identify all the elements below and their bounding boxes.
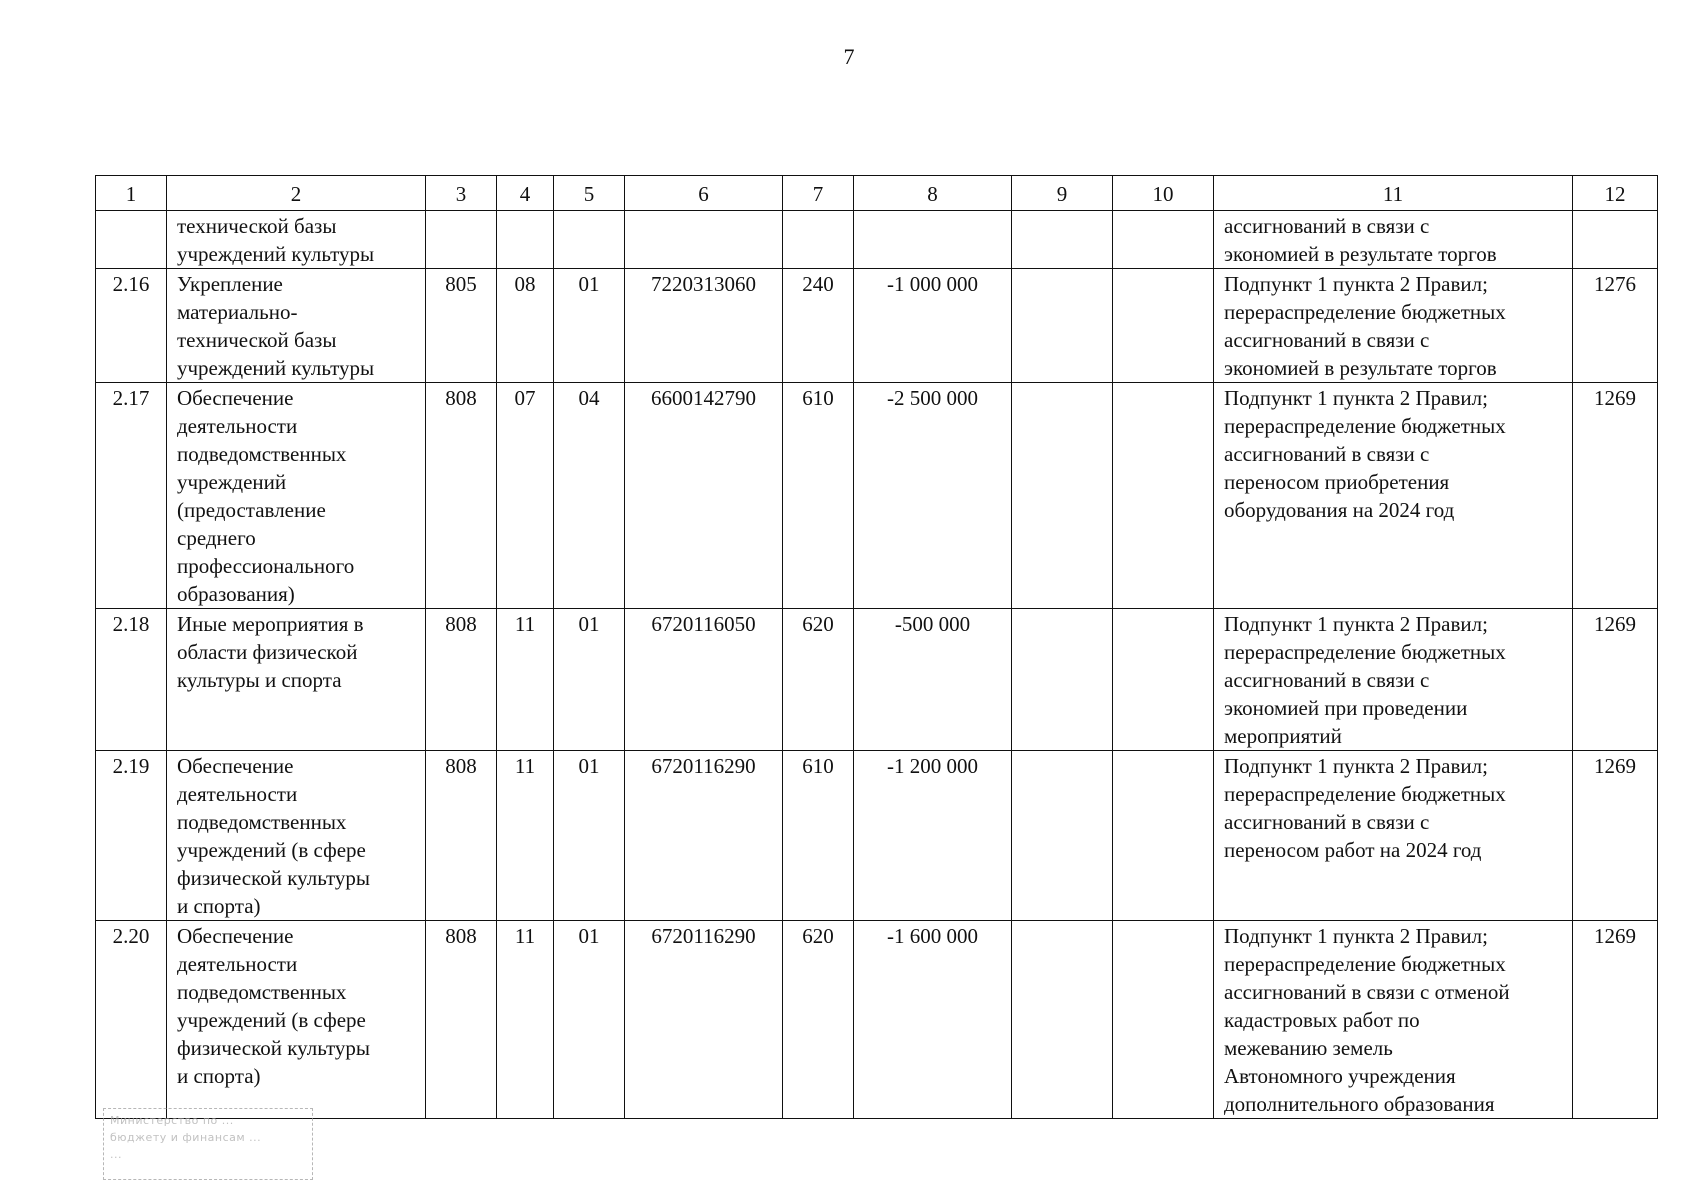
table-row [96,609,1658,751]
subsection-code: 04 [554,383,625,609]
section-code [497,211,554,269]
amount: -500 000 [854,609,1012,751]
header-col-4: 4 [497,176,554,211]
registration-stamp [103,1108,313,1180]
header-col-12: 12 [1573,176,1658,211]
amount: -1 000 000 [854,269,1012,383]
justification: Подпункт 1 пункта 2 Правил; перераспределение бюджетных ассигнований в связи с переносом работ на 2024 год [1214,751,1573,921]
row-number: 2.16 [96,269,167,383]
section-code: 08 [497,269,554,383]
header-row [96,176,1658,211]
header-col-6: 6 [625,176,783,211]
budget-table [95,175,1658,1119]
reference-code: 1269 [1573,609,1658,751]
subsection-code: 01 [554,921,625,1119]
table-row [96,269,1658,383]
row-number: 2.19 [96,751,167,921]
col-9-value [1012,211,1113,269]
subsection-code [554,211,625,269]
amount: -2 500 000 [854,383,1012,609]
header-col-8: 8 [854,176,1012,211]
col-9-value [1012,751,1113,921]
justification: Подпункт 1 пункта 2 Правил; перераспределение бюджетных ассигнований в связи с отменой кадастровых работ по межеванию земель Автономного учреждения дополнительного образования [1214,921,1573,1119]
header-col-10: 10 [1113,176,1214,211]
header-col-1: 1 [96,176,167,211]
justification: ассигнований в связи с экономией в результате торгов [1214,211,1573,269]
col-9-value [1012,269,1113,383]
amount [854,211,1012,269]
row-number: 2.17 [96,383,167,609]
header-col-3: 3 [426,176,497,211]
reference-code: 1276 [1573,269,1658,383]
section-code: 11 [497,751,554,921]
stamp-line-3: ... [110,1148,122,1161]
section-code: 07 [497,383,554,609]
header-col-5: 5 [554,176,625,211]
col-9-value [1012,921,1113,1119]
table-row [96,211,1658,269]
col-9-value [1012,383,1113,609]
row-number: 2.20 [96,921,167,1119]
expense-type-code: 240 [783,269,854,383]
col-10-value [1113,383,1214,609]
target-article-code: 6720116050 [625,609,783,751]
target-article-code: 6720116290 [625,921,783,1119]
ministry-code [426,211,497,269]
target-article-code: 6720116290 [625,751,783,921]
table-row [96,751,1658,921]
amount: -1 200 000 [854,751,1012,921]
expense-type-code [783,211,854,269]
section-code: 11 [497,609,554,751]
header-col-11: 11 [1214,176,1573,211]
ministry-code: 808 [426,383,497,609]
subsection-code: 01 [554,269,625,383]
justification: Подпункт 1 пункта 2 Правил; перераспределение бюджетных ассигнований в связи с переносом приобретения оборудования на 2024 год [1214,383,1573,609]
expense-type-code: 610 [783,751,854,921]
reference-code [1573,211,1658,269]
target-article-code [625,211,783,269]
reference-code: 1269 [1573,751,1658,921]
expense-description: Обеспечение деятельности подведомственных учреждений (в сфере физической культуры и спорта) [167,751,426,921]
table-row [96,383,1658,609]
ministry-code: 805 [426,269,497,383]
expense-type-code: 620 [783,609,854,751]
stamp-line-1: Министерство по ... [110,1114,234,1127]
col-10-value [1113,609,1214,751]
row-number: 2.18 [96,609,167,751]
expense-type-code: 610 [783,383,854,609]
target-article-code: 6600142790 [625,383,783,609]
expense-description: Иные мероприятия в области физической культуры и спорта [167,609,426,751]
subsection-code: 01 [554,751,625,921]
col-9-value [1012,609,1113,751]
ministry-code: 808 [426,921,497,1119]
col-10-value [1113,269,1214,383]
ministry-code: 808 [426,609,497,751]
col-10-value [1113,921,1214,1119]
section-code: 11 [497,921,554,1119]
col-10-value [1113,211,1214,269]
amount: -1 600 000 [854,921,1012,1119]
header-col-7: 7 [783,176,854,211]
stamp-line-2: бюджету и финансам ... [110,1131,262,1144]
expense-description: технической базы учреждений культуры [167,211,426,269]
expense-description: Укрепление материально- технической базы учреждений культуры [167,269,426,383]
col-10-value [1113,751,1214,921]
justification: Подпункт 1 пункта 2 Правил; перераспределение бюджетных ассигнований в связи с экономией при проведении мероприятий [1214,609,1573,751]
ministry-code: 808 [426,751,497,921]
table-row [96,921,1658,1119]
reference-code: 1269 [1573,383,1658,609]
reference-code: 1269 [1573,921,1658,1119]
header-col-2: 2 [167,176,426,211]
target-article-code: 7220313060 [625,269,783,383]
expense-description: Обеспечение деятельности подведомственных учреждений (предоставление среднего профессионального образования) [167,383,426,609]
row-number [96,211,167,269]
page-number: 7 [843,44,855,69]
expense-description: Обеспечение деятельности подведомственных учреждений (в сфере физической культуры и спорта) [167,921,426,1119]
expense-type-code: 620 [783,921,854,1119]
justification: Подпункт 1 пункта 2 Правил; перераспределение бюджетных ассигнований в связи с экономией в результате торгов [1214,269,1573,383]
header-col-9: 9 [1012,176,1113,211]
subsection-code: 01 [554,609,625,751]
